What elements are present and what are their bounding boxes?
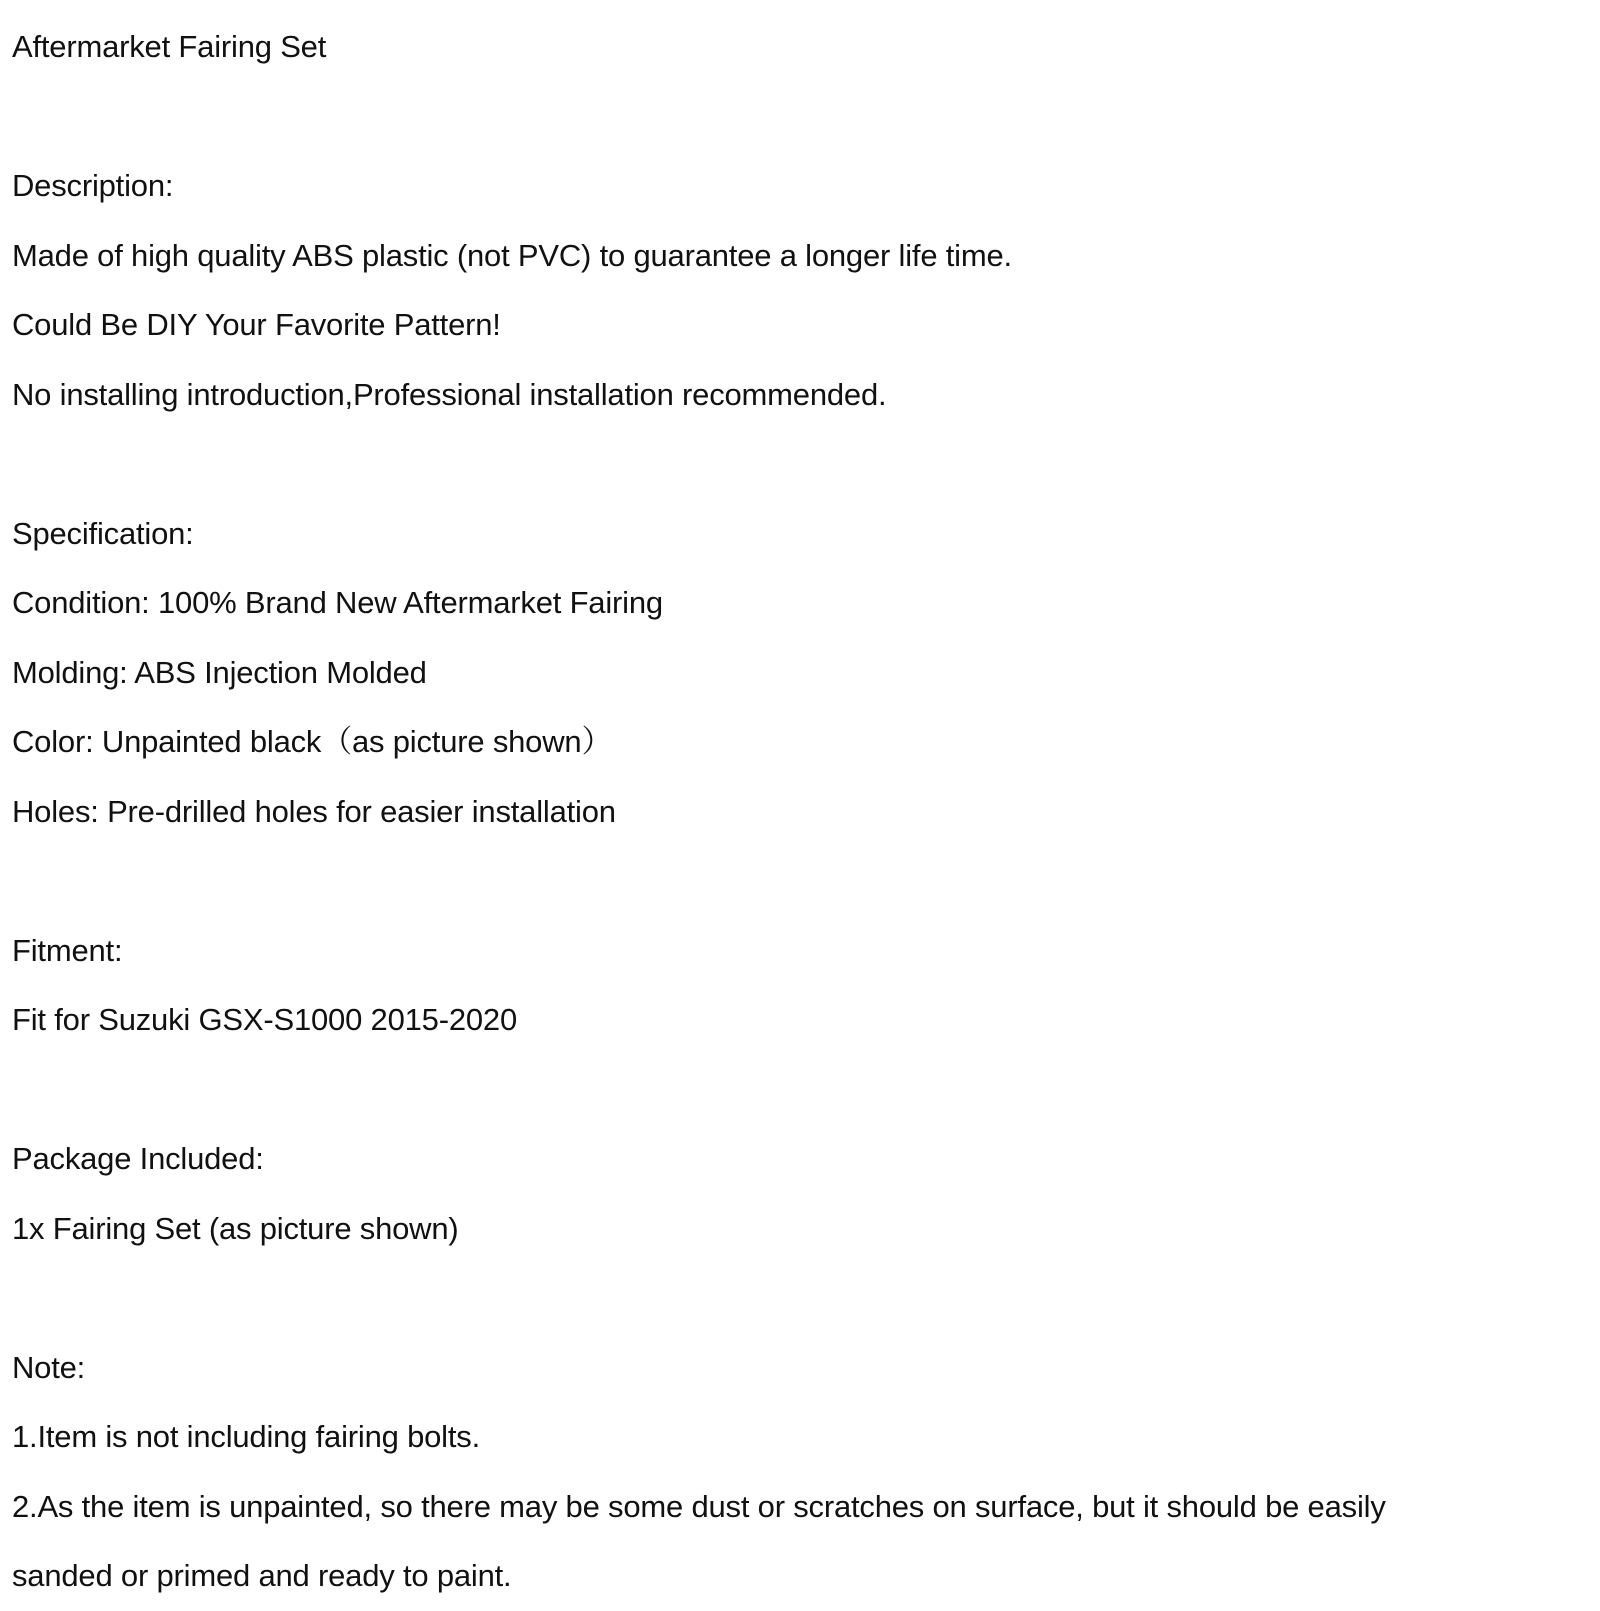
blank-line xyxy=(12,1263,1572,1333)
specification-line: Color: Unpainted black（as picture shown） xyxy=(12,724,613,759)
blank-line xyxy=(12,846,1572,916)
blank-line xyxy=(12,82,1572,152)
document-title: Aftermarket Fairing Set xyxy=(12,29,327,64)
blank-line xyxy=(12,1055,1572,1125)
product-description-document xyxy=(12,12,1572,1611)
note-line: 2.As the item is unpainted, so there may be some dust or scratches on surface, but it should be easily xyxy=(12,1488,1386,1524)
fitment-heading: Fitment: xyxy=(12,932,123,968)
note-heading: Note: xyxy=(12,1349,86,1385)
description-line: Could Be DIY Your Favorite Pattern! xyxy=(12,307,501,342)
blank-line xyxy=(12,429,1572,499)
specification-line: Molding: ABS Injection Molded xyxy=(12,654,427,690)
fitment-line: Fit for Suzuki GSX-S1000 2015-2020 xyxy=(12,1002,517,1037)
description-line: Made of high quality ABS plastic (not PVC) to guarantee a longer life time. xyxy=(12,237,1012,273)
description-heading: Description: xyxy=(12,168,174,203)
specification-line: Condition: 100% Brand New Aftermarket Fairing xyxy=(12,585,663,620)
specification-heading: Specification: xyxy=(12,515,194,551)
specification-line: Holes: Pre-drilled holes for easier installation xyxy=(12,793,616,829)
package-line: 1x Fairing Set (as picture shown) xyxy=(12,1210,459,1246)
description-line: No installing introduction,Professional installation recommended. xyxy=(12,376,887,412)
note-line: sanded or primed and ready to paint. xyxy=(12,1558,512,1593)
note-line: 1.Item is not including fairing bolts. xyxy=(12,1419,480,1454)
package-heading: Package Included: xyxy=(12,1141,264,1176)
